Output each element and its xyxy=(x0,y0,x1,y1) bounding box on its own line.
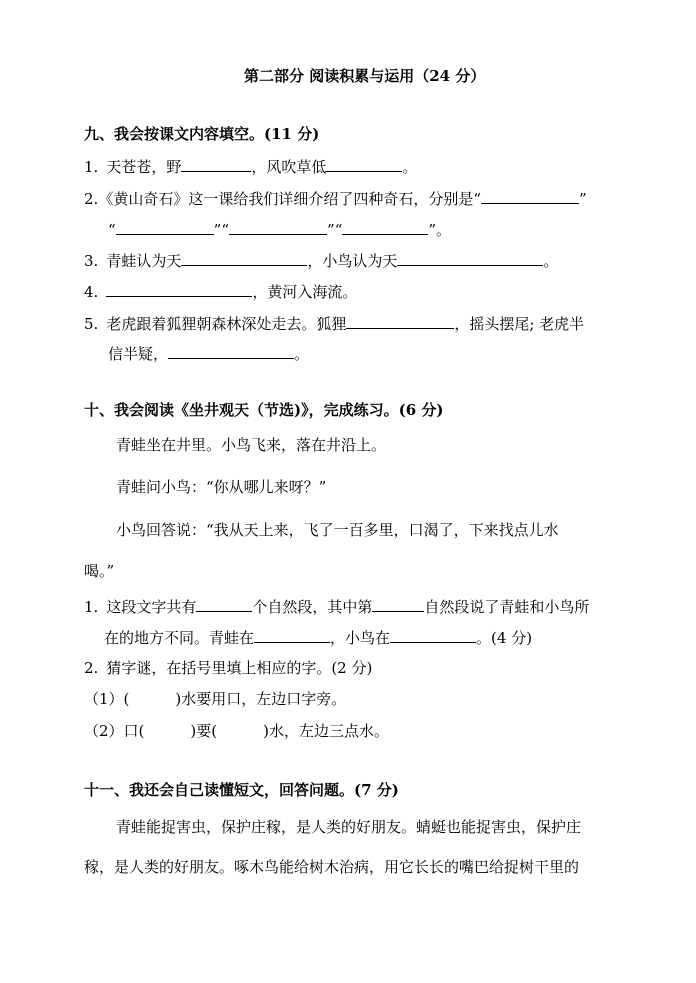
answer-blank[interactable] xyxy=(106,281,252,297)
s9-q2-line1 xyxy=(84,188,587,209)
s10-riddle-1 xyxy=(84,689,346,709)
s10-q1-text-a: 这段文字共有 xyxy=(106,598,197,616)
s10-q1-text-e: ，小鸟在 xyxy=(330,629,391,647)
s10-q1-line2 xyxy=(104,627,532,648)
s9-q1-num: 1. xyxy=(84,158,99,176)
s10-q2-num: 2. xyxy=(84,659,99,677)
section-11-heading: 十一、我还会自己读懂短文，回答问题。(7 分) xyxy=(84,781,399,799)
answer-blank[interactable] xyxy=(196,596,252,612)
answer-blank[interactable] xyxy=(326,156,402,172)
s10-q2-text: 猜字谜，在括号里填上相应的字。(2 分) xyxy=(106,659,373,677)
s9-q4 xyxy=(84,281,357,302)
s10-q1-text-d: 在的地方不同。青蛙在 xyxy=(104,629,255,647)
quote-close-end: ”。 xyxy=(428,221,452,239)
s9-q1 xyxy=(84,156,417,177)
answer-blank[interactable] xyxy=(342,219,428,235)
s10-q1-text-b: 个自然段，其中第 xyxy=(252,598,373,616)
answer-blank[interactable] xyxy=(181,156,251,172)
s10-q1-text-c: 自然段说了青蛙和小鸟所 xyxy=(424,598,590,616)
s11-passage-line1: 青蛙能捉害虫，保护庄稼，是人类的好朋友。蜻蜓也能捉害虫，保护庄 xyxy=(116,818,582,836)
s9-q5-line1 xyxy=(84,313,584,334)
quote-close: ” xyxy=(327,221,335,239)
quote-open: “ xyxy=(221,221,230,239)
s9-q4-num: 4. xyxy=(84,283,99,301)
riddle-1-text: )水要用口，左边口字旁。 xyxy=(175,690,347,708)
answer-blank[interactable] xyxy=(168,343,294,359)
s10-q1-line1 xyxy=(84,596,589,617)
answer-blank[interactable] xyxy=(116,219,214,235)
answer-blank[interactable] xyxy=(181,250,307,266)
s9-q2-line2 xyxy=(108,219,451,240)
s9-q2-num: 2. xyxy=(84,190,99,208)
s11-passage-line2: 稼，是人类的好朋友。啄木鸟能给树木治病，用它长长的嘴巴给捉树干里的 xyxy=(84,858,580,876)
quote-open: “ xyxy=(108,221,116,239)
quote-open: “ xyxy=(334,221,343,239)
s9-q3-text-c: 。 xyxy=(543,252,559,270)
s9-q3-text-a: 青蛙认为天 xyxy=(106,252,182,270)
answer-blank[interactable] xyxy=(481,188,579,204)
riddle-2-label: （2）口( xyxy=(84,722,145,740)
quote-close: ” xyxy=(213,221,222,239)
s9-q5-num: 5. xyxy=(84,315,99,333)
answer-blank[interactable] xyxy=(254,627,330,643)
s9-q5-text-c: 信半疑， xyxy=(108,345,169,363)
answer-blank[interactable] xyxy=(229,219,327,235)
riddle-2-text-b: )水，左边三点水。 xyxy=(263,722,389,740)
s9-q2-text-a: 《黄山奇石》这一课给我们详细介绍了四种奇石，分别是“ xyxy=(98,190,481,208)
section-9-heading: 九、我会按课文内容填空。(11 分) xyxy=(84,125,320,143)
riddle-2-text-a: )要( xyxy=(190,722,218,740)
s9-q4-text-a: ，黄河入海流。 xyxy=(252,283,358,301)
s9-q3-text-b: ，小鸟认为天 xyxy=(307,252,398,270)
s9-q5-text-b: ，摇头摆尾; 老虎半 xyxy=(454,315,585,333)
s10-passage-p1: 青蛙坐在井里。小鸟飞来，落在井沿上。 xyxy=(116,436,387,454)
answer-blank[interactable] xyxy=(372,596,424,612)
s9-q1-text-a: 天苍苍，野 xyxy=(106,158,182,176)
answer-blank[interactable] xyxy=(346,313,454,329)
s10-q1-num: 1. xyxy=(84,598,99,616)
s9-q3-num: 3. xyxy=(84,252,99,270)
part-title: 第二部分 阅读积累与运用（24 分） xyxy=(244,67,486,85)
s10-q2 xyxy=(84,658,372,678)
s9-q1-text-c: 。 xyxy=(402,158,418,176)
s10-passage-p3-line1: 小鸟回答说：“我从天上来，飞了一百多里，口渴了，下来找点儿水 xyxy=(116,521,559,539)
s9-q1-text-b: ，风吹草低 xyxy=(251,158,327,176)
answer-blank[interactable] xyxy=(397,250,543,266)
riddle-1-label: （1）( xyxy=(84,690,130,708)
s9-q5-text-d: 。 xyxy=(294,345,310,363)
s9-q5-line2 xyxy=(108,343,309,364)
answer-blank[interactable] xyxy=(390,627,476,643)
s9-q5-text-a: 老虎跟着狐狸朝森林深处走去。狐狸 xyxy=(106,315,347,333)
s10-passage-p2: 青蛙问小鸟：“你从哪儿来呀？” xyxy=(116,478,327,496)
section-10-heading: 十、我会阅读《坐井观天（节选)》，完成练习。(6 分) xyxy=(84,401,444,419)
s10-q1-text-f: 。(4 分) xyxy=(476,629,533,647)
s9-q2-text-b: ” xyxy=(578,190,587,208)
s9-q3 xyxy=(84,250,558,271)
s10-riddle-2 xyxy=(84,721,389,741)
s10-passage-p3-line2: 喝。” xyxy=(84,562,115,580)
